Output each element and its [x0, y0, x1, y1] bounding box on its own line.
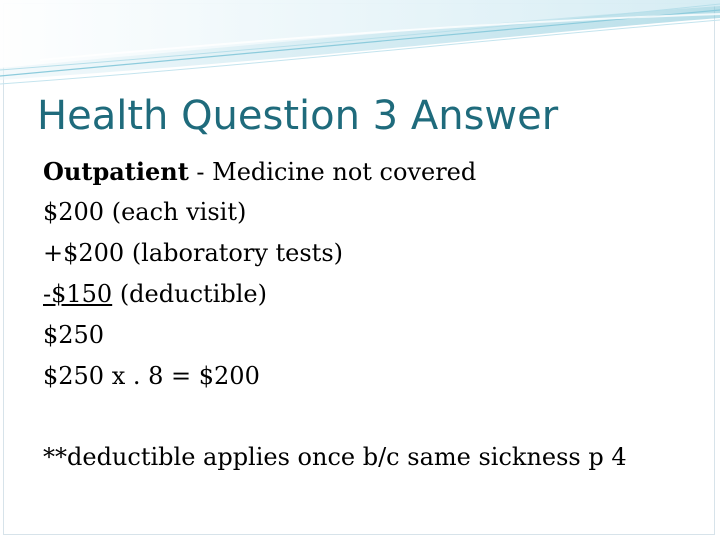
line-outpatient — [43, 154, 476, 190]
line-lab-cost: +$200 (laboratory tests) — [43, 239, 343, 267]
deductible-amount: -$150 — [43, 280, 113, 308]
line-calculation: $250 x . 8 = $200 — [43, 362, 260, 390]
deductible-label: (deductible) — [112, 280, 267, 308]
outpatient-label: Outpatient — [43, 157, 189, 186]
line-deductible — [43, 276, 267, 312]
line-subtotal: $250 — [43, 321, 105, 349]
line-visit-cost: $200 (each visit) — [43, 198, 247, 226]
line-note: **deductible applies once b/c same sickness p 4 — [43, 443, 627, 471]
header-swoosh-decoration — [0, 0, 720, 90]
outpatient-detail: - Medicine not covered — [188, 158, 477, 186]
slide-title: Health Question 3 Answer — [37, 93, 559, 139]
